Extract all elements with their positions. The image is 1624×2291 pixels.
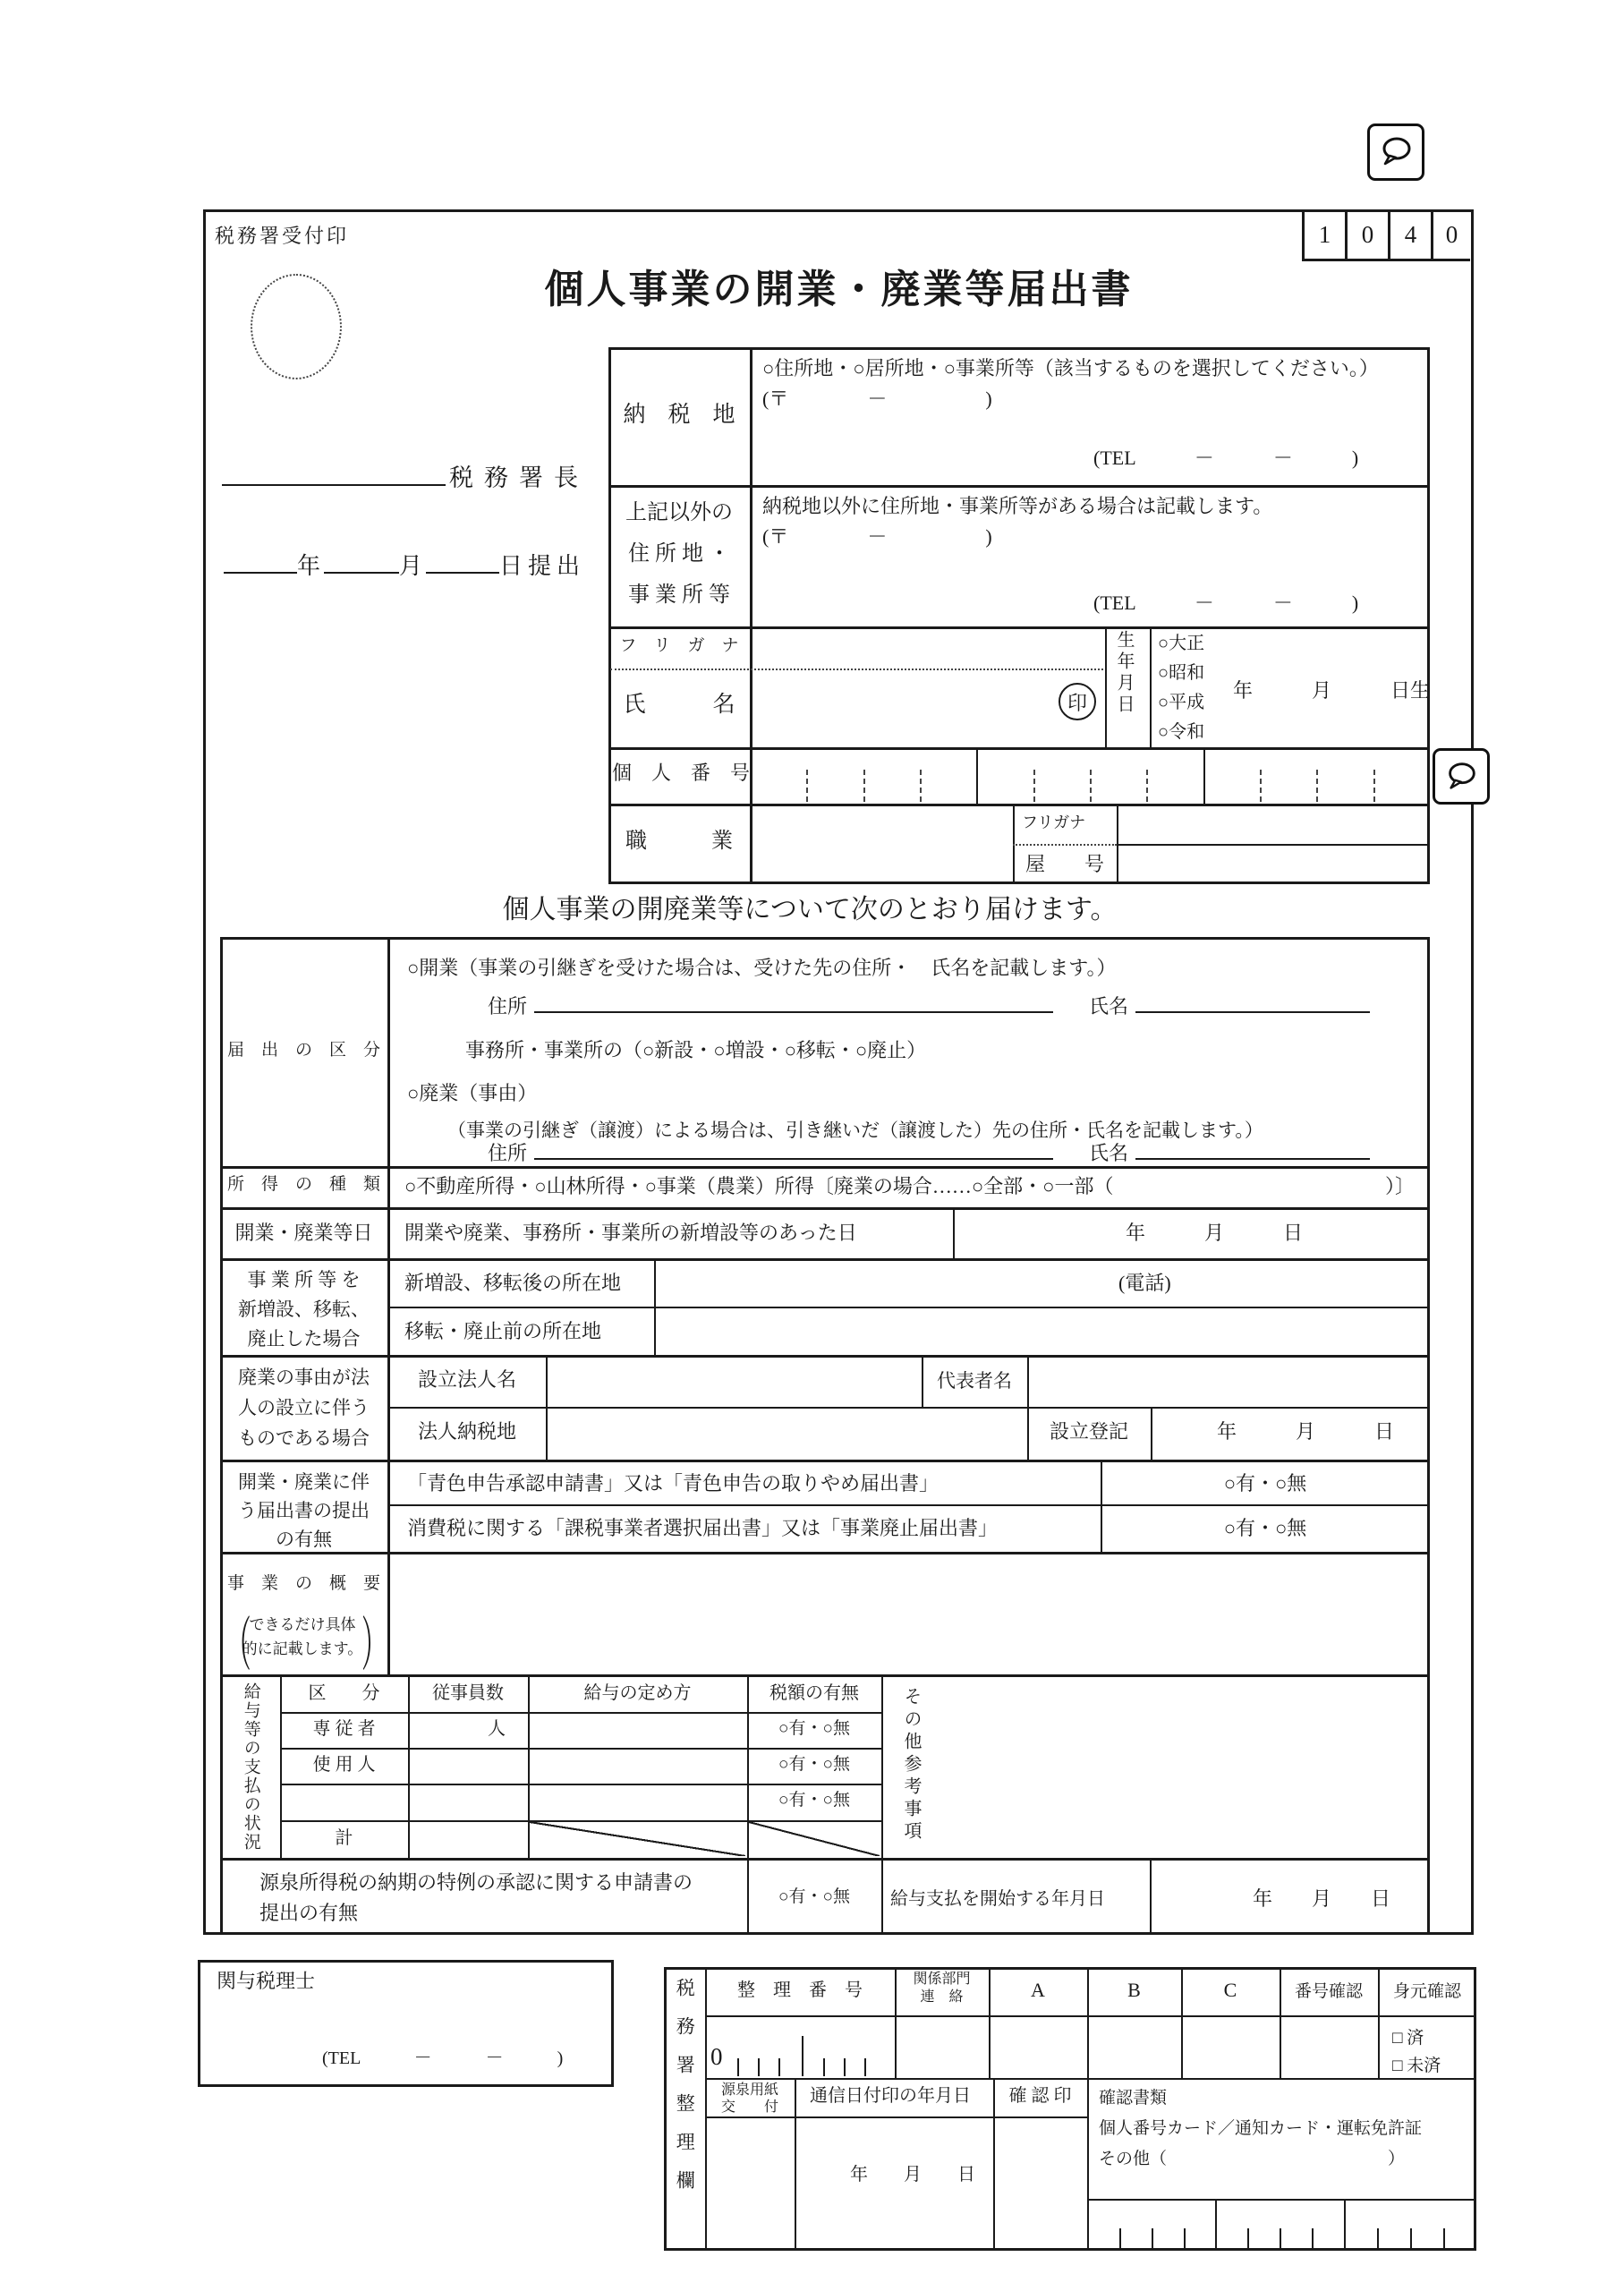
tax-office-head-label: 税務署長	[449, 464, 589, 491]
salary-row-total: 計	[335, 1828, 353, 1848]
confirm-docs-cards: 個人番号カード／通知カード・運転免許証	[1099, 2119, 1423, 2138]
corp-row-label	[222, 1362, 386, 1453]
submit-day-label: 日提出	[499, 553, 586, 579]
grid-line	[220, 1674, 1430, 1677]
digit-tick	[844, 2058, 846, 2076]
accompanying-label	[222, 1468, 386, 1554]
digit-tick	[863, 770, 865, 802]
grid-line	[1087, 1967, 1089, 2251]
submit-date-line	[224, 548, 585, 581]
tax-office-blank	[222, 484, 446, 486]
grid-line	[705, 2116, 1087, 2118]
address-blank	[534, 1011, 1053, 1013]
digit-tick	[1443, 2228, 1445, 2249]
salary-start-ymd: 年 月 日	[1253, 1887, 1391, 1910]
speech-bubble-glyph	[1376, 132, 1416, 172]
tax-accountant-tel: (TEL － － )	[322, 2048, 564, 2068]
grid-line	[705, 2078, 1476, 2080]
name-label: 氏 名	[623, 693, 735, 717]
corp-tax-place-label: 法人納税地	[417, 1420, 516, 1443]
grid-line	[220, 1258, 1430, 1261]
salary-header-method: 給与の定め方	[583, 1683, 692, 1703]
other-reference-vertical-label: その他参考事項	[901, 1687, 921, 1844]
office-move-label-2: 新増設、移転、	[238, 1299, 370, 1320]
number-check-header: 番号確認	[1294, 1982, 1363, 2001]
tax-accountant-label: 関与税理士	[217, 1970, 316, 1992]
digit-tick	[1247, 2228, 1249, 2249]
salary-row-family: 専 従 者	[312, 1719, 376, 1739]
identity-check-done: □ 済	[1392, 2029, 1424, 2048]
form-code-digit: 0	[1345, 211, 1388, 261]
salary-header-tax: 税額の有無	[769, 1683, 859, 1703]
office-move-label-1: 事 業 所 等 を	[247, 1269, 361, 1290]
submit-year-label: 年	[297, 553, 325, 579]
digit-tick	[1090, 770, 1092, 802]
accompanying-label-1: 開業・廃業に伴	[238, 1471, 370, 1493]
grid-line	[1151, 1407, 1152, 1460]
grid-line	[881, 1674, 883, 1935]
digit-tick	[1119, 2228, 1121, 2249]
consumption-tax-text: 消費税に関する「課税事業者選択届出書」又は「事業廃止届出書」	[407, 1517, 999, 1539]
grid-line	[953, 1207, 955, 1258]
name-label-inline: 氏名	[1089, 1142, 1129, 1164]
grid-line	[220, 1355, 1430, 1358]
intro-sentence: 個人事業の開廃業等について次のとおり届けます。	[502, 895, 1118, 924]
form-code-boxes	[1302, 211, 1470, 261]
submit-month-label: 月	[399, 553, 427, 579]
grid-line	[387, 937, 390, 1674]
outline-paren-right: ）	[361, 1613, 387, 1678]
open-close-date-ymd: 年 月 日	[1126, 1222, 1304, 1244]
corp-row-label-3: ものである場合	[238, 1427, 370, 1449]
era-heisei: ○平成	[1158, 693, 1205, 712]
salary-unit-person: 人	[488, 1719, 506, 1739]
digit-tick	[1146, 770, 1148, 802]
seal-mark	[1059, 683, 1096, 720]
category-office-line: 事務所・事業所の（○新設・○増設・○移転・○廃止）	[465, 1039, 927, 1061]
withholding-line-1: 源泉所得税の納期の特例の承認に関する申請書の	[259, 1871, 693, 1894]
category-close-address-line	[488, 1138, 1370, 1166]
other-address-label-2: 住 所 地 ・	[628, 542, 730, 566]
comment-bubble-icon-side	[1433, 748, 1490, 805]
digit-tick	[1152, 2228, 1153, 2249]
other-address-label-1: 上記以外の	[625, 501, 733, 524]
grid-line	[1150, 1858, 1152, 1935]
furigana-label: フ リ ガ ナ	[619, 636, 739, 655]
form-code-digit: 1	[1302, 211, 1345, 261]
comment-bubble-icon	[1367, 123, 1424, 181]
grid-line	[387, 1307, 1430, 1308]
withholding-paper-2: 交 付	[720, 2099, 778, 2115]
reference-number-header: 整 理 番 号	[737, 1980, 863, 2000]
corp-rep-label: 代表者名	[937, 1370, 1012, 1392]
office-use-vertical-label: 税務署整理欄	[674, 1978, 696, 2209]
outline-paren-left: （	[225, 1613, 251, 1678]
grid-line	[1150, 626, 1152, 747]
digit-tick	[1312, 2228, 1314, 2249]
corp-registration-label: 設立登記	[1049, 1420, 1128, 1443]
form-title: 個人事業の開業・廃業等届出書	[544, 268, 1134, 311]
grid-line	[220, 1552, 1430, 1554]
grid-line	[546, 1355, 548, 1460]
grid-line	[608, 747, 1430, 750]
digit-tick	[1410, 2228, 1412, 2249]
digit-tick	[1280, 2228, 1281, 2249]
tax-place-label: 納 税 地	[623, 403, 735, 427]
digit-tick	[1184, 2228, 1186, 2249]
digit-tick	[778, 2058, 780, 2076]
category-close-line: ○廃業（事由）	[407, 1082, 538, 1104]
column-a-header: A	[1031, 1979, 1045, 2001]
corp-registration-ymd: 年 月 日	[1217, 1420, 1395, 1443]
era-showa: ○昭和	[1158, 663, 1205, 683]
grid-line	[387, 1504, 1430, 1506]
form-code-digit: 4	[1388, 211, 1431, 261]
name-label-inline: 氏名	[1089, 995, 1129, 1018]
diagonal-strike	[530, 1822, 745, 1856]
corp-row-label-1: 廃業の事由が法	[238, 1367, 370, 1388]
digit-tick	[806, 770, 808, 802]
grid-line	[220, 1858, 1430, 1861]
era-options	[1158, 629, 1204, 747]
digit-tick	[737, 2058, 739, 2076]
receipt-stamp-circle	[251, 274, 342, 379]
income-type-choices: ○不動産所得・○山林所得・○事業（農業）所得〔廃業の場合……○全部・○一部（	[404, 1175, 1114, 1197]
grid-line	[387, 1407, 1430, 1409]
grid-line	[610, 669, 1103, 670]
era-reiwa: ○令和	[1158, 722, 1205, 742]
withholding-paper-header	[707, 2082, 793, 2116]
diagonal-strike	[749, 1822, 880, 1856]
category-transfer-note: （事業の引継ぎ（譲渡）による場合は、引き継いだ（譲渡した）先の住所・氏名を記載します。）	[447, 1120, 1263, 1141]
grid-line	[280, 1784, 881, 1785]
grid-line	[608, 626, 1430, 629]
other-address-postal: (〒 － )	[762, 525, 992, 548]
grid-line	[1344, 2199, 1346, 2251]
submit-month-blank	[324, 572, 399, 574]
open-close-date-label: 開業・廃業等日	[234, 1222, 373, 1244]
grid-line	[1013, 844, 1117, 846]
grid-line	[608, 485, 1430, 488]
grid-line	[220, 1166, 1430, 1169]
category-open-line: ○開業（事業の引継ぎを受けた場合は、受けた先の住所・ 氏名を記載します。）	[407, 957, 1117, 979]
form-code-digit: 0	[1431, 211, 1470, 261]
corp-name-label: 設立法人名	[417, 1368, 516, 1391]
category-row-label: 届 出 の 区 分	[226, 1041, 380, 1060]
digit-tick	[823, 2058, 825, 2076]
corp-row-label-2: 人の設立に伴う	[238, 1397, 370, 1418]
grid-line	[280, 1748, 881, 1750]
stamp-label: 税務署受付印	[215, 225, 350, 247]
accompanying-label-2: う届出書の提出	[238, 1500, 370, 1521]
other-address-tel: (TEL － － )	[1093, 592, 1359, 614]
grid-line	[1105, 626, 1107, 747]
tax-place-postal: (〒 － )	[762, 388, 992, 410]
digit-tick	[1377, 2228, 1379, 2249]
submit-day-blank	[426, 572, 499, 574]
speech-bubble-glyph	[1442, 758, 1480, 796]
outline-note-2: 的に記載します。	[242, 1640, 363, 1657]
confirm-docs-title: 確認書類	[1099, 2089, 1168, 2108]
birthdate-label: 生年月日	[1114, 630, 1134, 716]
reference-number-zero: 0	[710, 2043, 723, 2070]
office-phone-label: (電話)	[1118, 1272, 1171, 1294]
blue-return-text: 「青色申告承認申請書」又は「青色申告の取りやめ届出書」	[407, 1472, 940, 1495]
office-move-label	[222, 1265, 386, 1354]
name-blank	[1135, 1011, 1370, 1013]
digit-tick	[864, 2058, 866, 2076]
grid-line	[1215, 2199, 1217, 2251]
postmark-date-header: 通信日付印の年月日	[810, 2086, 971, 2106]
shop-name-label: 屋 号	[1025, 853, 1105, 875]
digit-tick	[1316, 770, 1318, 802]
confirm-docs-block	[1099, 2083, 1422, 2175]
salary-employee-yesno: ○有・○無	[778, 1755, 850, 1774]
income-type-label: 所 得 の 種 類	[226, 1175, 380, 1194]
digit-tick	[920, 770, 922, 802]
identity-check-header: 身元確認	[1392, 1982, 1461, 2001]
column-b-header: B	[1127, 1979, 1141, 2001]
blue-return-yesno: ○有・○無	[1223, 1472, 1307, 1495]
salary-header-count: 従事員数	[432, 1683, 504, 1703]
withholding-line-2: 提出の有無	[259, 1902, 359, 1924]
related-dept-1: 関係部門	[913, 1972, 971, 1987]
grid-line	[220, 1207, 1430, 1210]
digit-separator	[1203, 747, 1205, 804]
shop-furigana-label: フリガナ	[1022, 813, 1086, 831]
personal-number-label: 個 人 番 号	[612, 762, 751, 784]
category-open-address-line	[488, 992, 1370, 1019]
digit-tick	[758, 2058, 760, 2076]
salary-family-yesno: ○有・○無	[778, 1719, 850, 1738]
withholding-yesno: ○有・○無	[778, 1887, 850, 1906]
salary-header-kubun: 区 分	[308, 1683, 380, 1703]
grid-line	[705, 2015, 1476, 2017]
tax-place-choices: ○住所地・○居所地・○事業所等（該当するものを選択してください。）	[762, 357, 1379, 379]
identity-check-notyet: □ 未済	[1392, 2057, 1441, 2075]
era-taisho: ○大正	[1158, 634, 1205, 653]
name-blank	[1135, 1158, 1370, 1160]
grid-line	[1117, 844, 1430, 846]
digit-tick	[1033, 770, 1035, 802]
address-label: 住所	[488, 995, 528, 1018]
open-close-date-text: 開業や廃業、事務所・事業所の新増設等のあった日	[404, 1222, 857, 1244]
confirm-stamp-header: 確 認 印	[1008, 2086, 1072, 2106]
outline-note-1: できるだけ具体	[249, 1616, 356, 1633]
address-blank	[534, 1158, 1053, 1160]
business-outline-note	[238, 1613, 367, 1661]
office-before-label: 移転・廃止前の所在地	[404, 1320, 602, 1342]
related-dept-2: 連 絡	[920, 1989, 964, 2005]
grid-line	[1087, 2199, 1476, 2201]
grid-line	[220, 1460, 1430, 1462]
tax-place-tel: (TEL － － )	[1093, 447, 1359, 469]
other-address-note: 納税地以外に住所地・事業所等がある場合は記載します。	[762, 495, 1273, 517]
grid-line	[280, 1712, 881, 1714]
tax-office-line	[222, 458, 589, 493]
salary-row-employee: 使 用 人	[312, 1755, 376, 1775]
accompanying-label-3: の有無	[276, 1529, 332, 1550]
column-c-header: C	[1223, 1979, 1237, 2001]
digit-tick	[1373, 770, 1375, 802]
business-outline-label: 事 業 の 概 要	[226, 1574, 380, 1593]
digit-separator	[976, 747, 978, 804]
birth-ymd-labels: 年 月 日生	[1233, 679, 1431, 702]
salary-start-date-label: 給与支払を開始する年月日	[890, 1889, 1105, 1909]
digit-tick	[1260, 770, 1262, 802]
confirm-docs-other: その他（ ）	[1099, 2150, 1406, 2168]
other-address-label-3: 事 業 所 等	[628, 583, 730, 607]
related-dept-header	[895, 1971, 989, 2006]
income-type-close: ）〕	[1385, 1175, 1416, 1197]
occupation-label: 職 業	[625, 830, 733, 853]
office-after-label: 新増設、移転後の所在地	[404, 1272, 622, 1294]
identity-check-options	[1392, 2024, 1441, 2080]
grid-line	[608, 804, 1430, 806]
withholding-paper-1: 源泉用紙	[720, 2082, 778, 2098]
consumption-tax-yesno: ○有・○無	[1223, 1517, 1307, 1539]
postmark-ymd: 年 月 日	[850, 2165, 975, 2185]
grid-line	[795, 2078, 796, 2251]
salary-section-vertical-label: 給与等の支払の状況	[241, 1682, 260, 1852]
address-label: 住所	[488, 1142, 528, 1164]
seal-char: 印	[1067, 691, 1087, 714]
salary-blank-yesno: ○有・○無	[778, 1791, 850, 1810]
submit-year-blank	[224, 572, 297, 574]
digit-separator	[802, 2036, 803, 2076]
office-move-label-3: 廃止した場合	[247, 1328, 361, 1350]
